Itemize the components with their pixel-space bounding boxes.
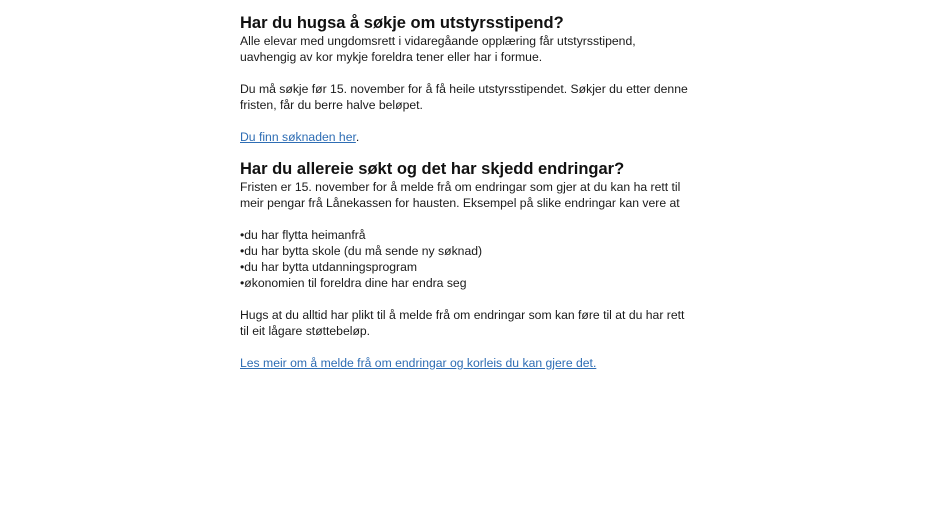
heading-utstyrsstipend: Har du hugsa å søkje om utstyrsstipend? — [240, 14, 564, 32]
link-period: . — [355, 130, 360, 144]
paragraph-deadline: Du må søkje før 15. november for å få heile utstyrsstipendet. Søkjer du etter denne fristen, får du berre halve beløpet. — [240, 82, 688, 112]
application-link-line — [240, 129, 692, 145]
read-more-link[interactable]: Les meir om å melde frå om endringar og korleis du kan gjere det. — [240, 356, 597, 370]
list-item: • du har flytta heimanfrå — [240, 227, 692, 243]
heading-changes: Har du allereie søkt og det har skjedd endringar? — [240, 160, 625, 178]
read-more-line — [240, 355, 692, 371]
list-item: • du har bytta skole (du må sende ny søknad) — [240, 243, 692, 259]
article-content — [240, 13, 692, 371]
paragraph-eligibility: Alle elevar med ungdomsrett i vidaregåande opplæring får utstyrsstipend, uavhengig av kor mykje foreldra tener eller har i formue. — [240, 34, 636, 64]
changes-list — [240, 227, 692, 291]
paragraph-changes-deadline: Fristen er 15. november for å melde frå om endringar som gjer at du kan ha rett til meir pengar frå Lånekassen for hausten. Eksempel på slike endringar kan vere at — [240, 180, 681, 210]
list-item: • økonomien til foreldra dine har endra seg — [240, 275, 692, 291]
paragraph-duty-to-report: Hugs at du alltid har plikt til å melde frå om endringar som kan føre til at du har rett til eit lågare støttebeløp. — [240, 308, 685, 338]
list-item: • du har bytta utdanningsprogram — [240, 259, 692, 275]
application-link[interactable]: Du finn søknaden her — [240, 130, 356, 144]
